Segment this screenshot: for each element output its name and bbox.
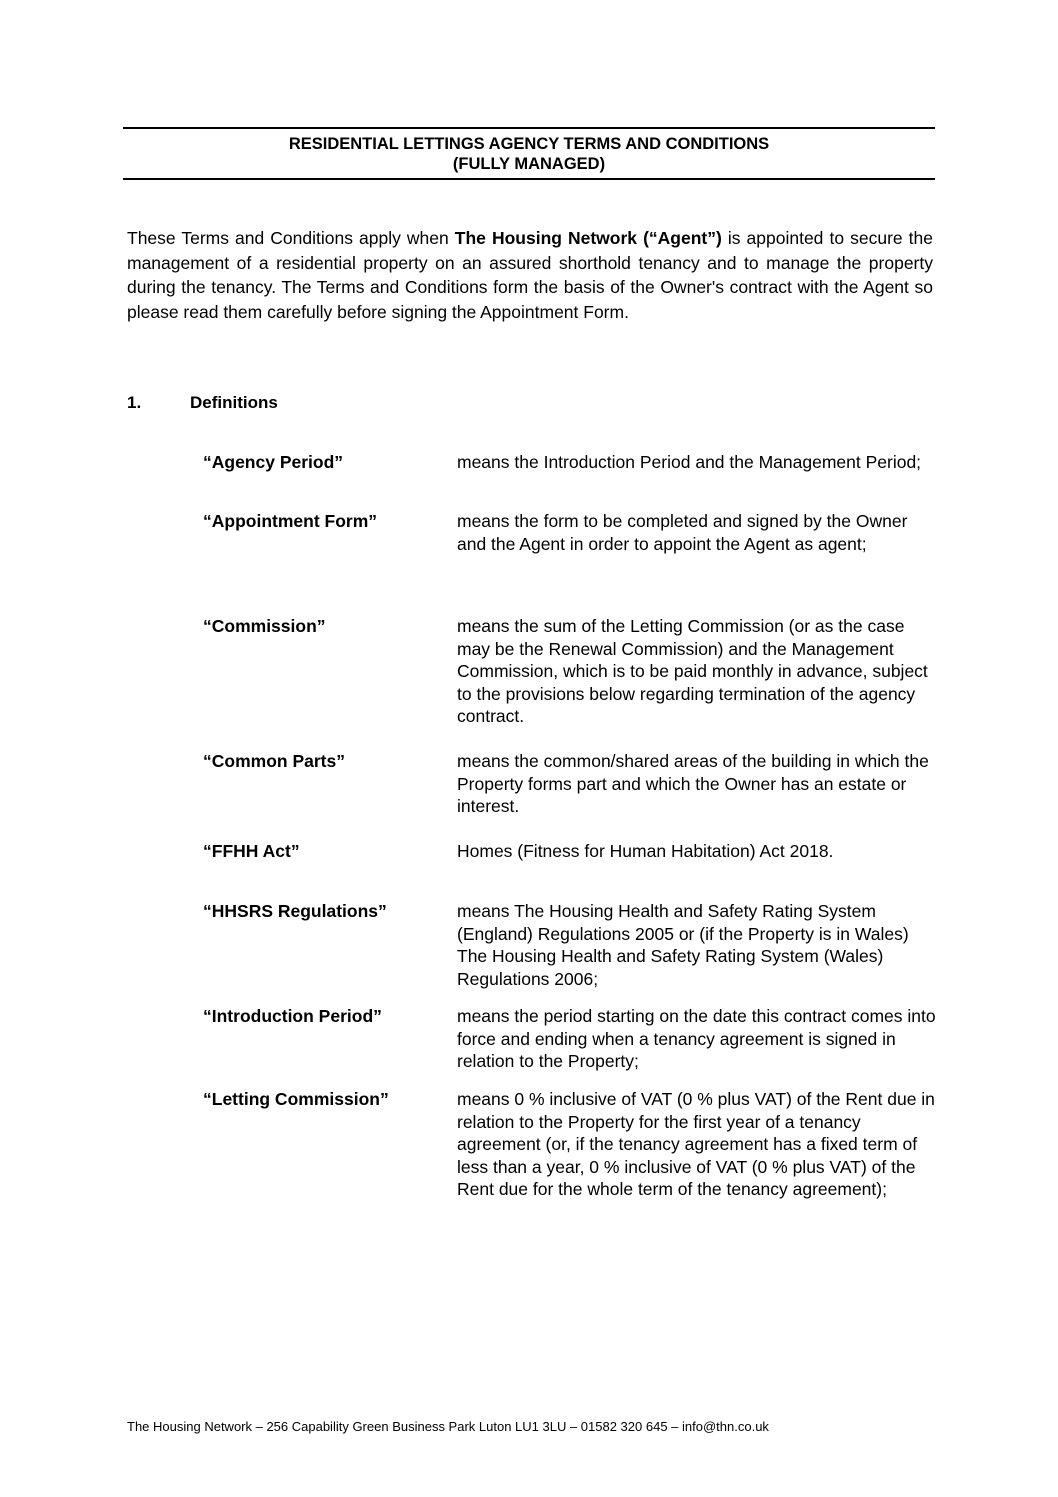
section-heading [127, 393, 278, 413]
definition-text: means the Introduction Period and the Management Period; [457, 452, 922, 472]
definition-term: “HHSRS Regulations” [203, 901, 387, 921]
definition-text: means The Housing Health and Safety Rating System (England) Regulations 2005 or (if the Property is in Wales) The Housing Health and Safety Rating System (Wales) Regulations 2006; [457, 901, 909, 989]
definition-term: “Appointment Form” [203, 511, 378, 531]
definition-text: means the period starting on the date this contract comes into force and ending when a tenancy agreement is signed in relation to the Property; [457, 1006, 936, 1071]
definition-text: means 0 % inclusive of VAT (0 % plus VAT) of the Rent due in relation to the Property for the first year of a tenancy agreement (or, if the tenancy agreement has a fixed term of less than a year, 0 % inclusive of VAT (0 % plus VAT) of the Rent due for the whole term of the tenancy agreement); [457, 1089, 935, 1199]
definition-text: means the common/shared areas of the building in which the Property forms part and which the Owner has an estate or interest. [457, 751, 929, 816]
section-number: 1. [127, 393, 142, 412]
definition-text: means the form to be completed and signed by the Owner and the Agent in order to appoint the Agent as agent; [457, 511, 908, 554]
definition-term: “Agency Period” [203, 452, 344, 472]
definition-term: “FFHH Act” [203, 841, 300, 861]
document-title [123, 127, 935, 180]
definition-term: “Letting Commission” [203, 1089, 389, 1109]
definition-text: means the sum of the Letting Commission (or as the case may be the Renewal Commission) and the Management Commission, which is to be paid monthly in advance, subject to the provisions below regarding termination of the agency contract. [457, 616, 928, 726]
title-line-2: (FULLY MANAGED) [452, 155, 606, 173]
intro-text-2: is appointed to secure the management of a residential property on an assured shorthold tenancy and to manage the property during the tenancy. The Terms and Conditions form the basis of the Owner's contract with the Agent so please read them carefully before signing the Appointment Form. [127, 228, 933, 322]
definition-text: Homes (Fitness for Human Habitation) Act 2018. [457, 841, 834, 861]
page-footer: The Housing Network – 256 Capability Green Business Park Luton LU1 3LU – 01582 320 645 – info@thn.co.uk [127, 1419, 769, 1434]
intro-paragraph [127, 226, 933, 324]
intro-agent-name: The Housing Network (“Agent”) [454, 228, 722, 248]
intro-text-1: These Terms and Conditions apply when [127, 228, 455, 248]
definition-term: “Commission” [203, 616, 326, 636]
title-line-1: RESIDENTIAL LETTINGS AGENCY TERMS AND CONDITIONS [288, 135, 770, 153]
section-title: Definitions [190, 393, 278, 412]
definition-term: “Common Parts” [203, 751, 345, 771]
definition-term: “Introduction Period” [203, 1006, 382, 1026]
